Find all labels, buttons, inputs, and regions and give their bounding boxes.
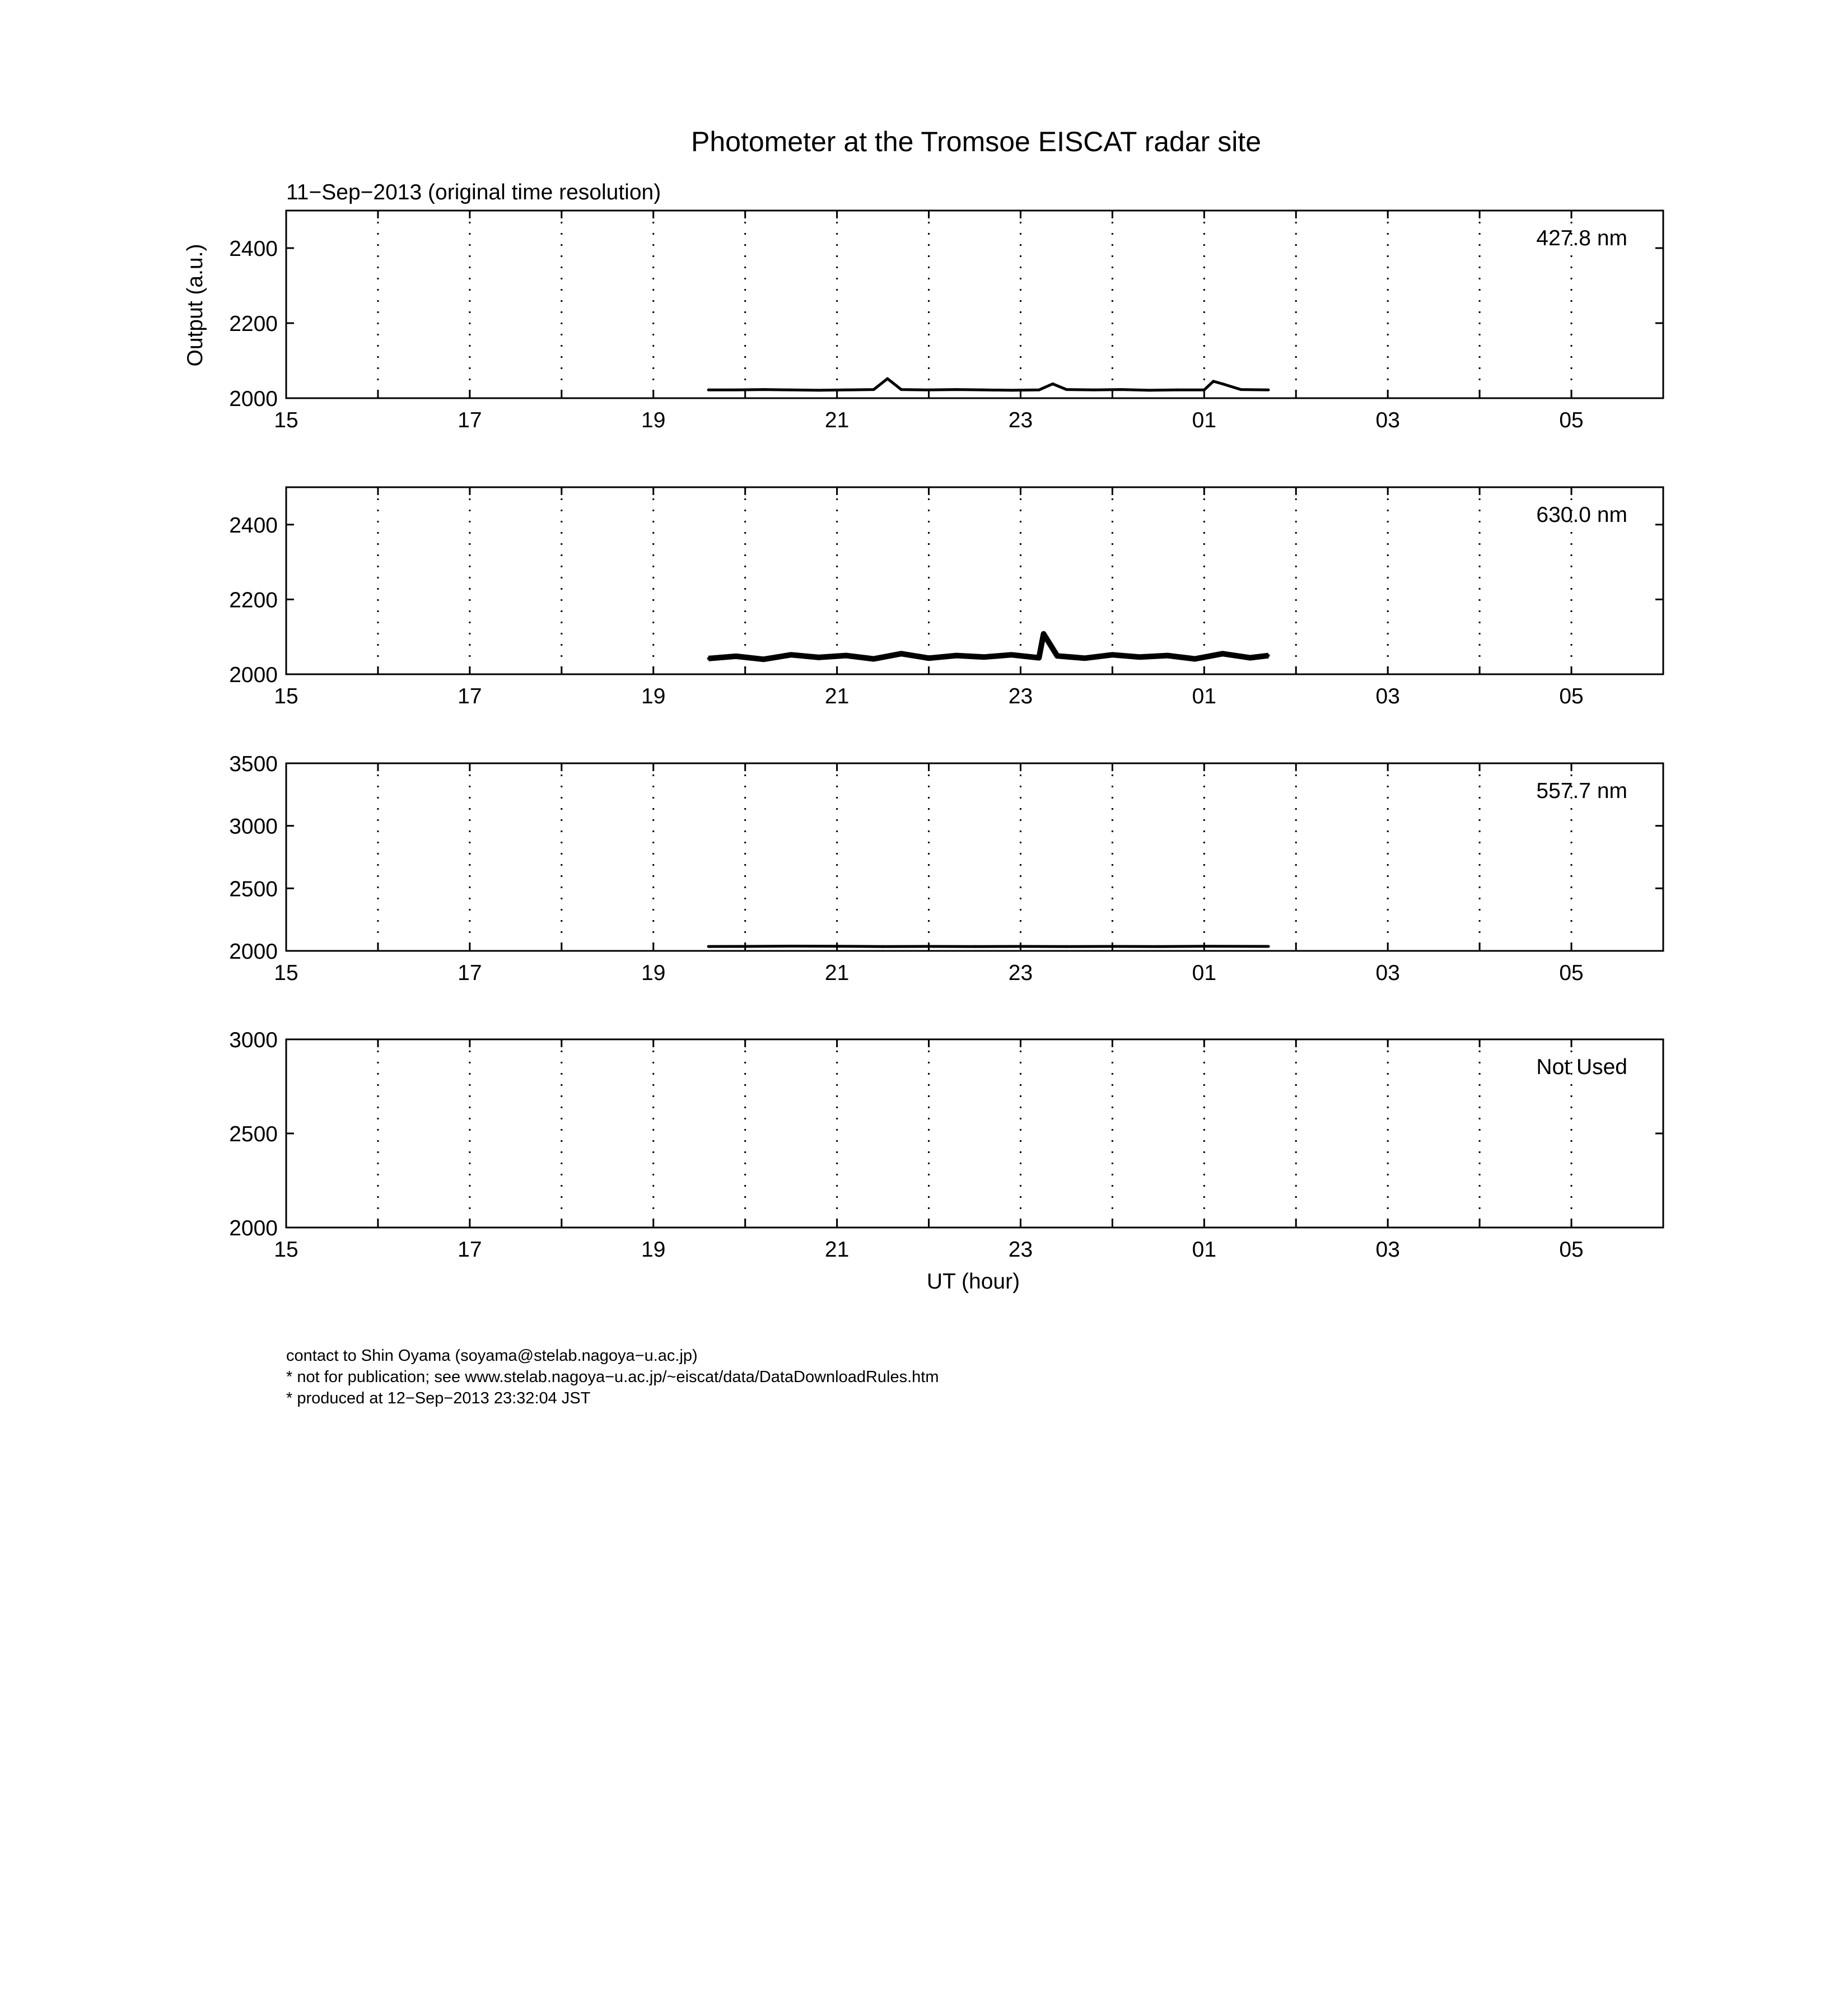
data-point xyxy=(844,654,847,657)
data-point xyxy=(790,389,792,391)
data-point xyxy=(735,655,738,657)
x-tick-label: 19 xyxy=(641,684,666,708)
x-tick-label: 17 xyxy=(458,961,482,985)
data-point xyxy=(900,388,903,391)
data-point xyxy=(1267,945,1270,948)
y-tick-label: 3500 xyxy=(229,752,278,776)
data-point xyxy=(973,945,976,948)
data-point xyxy=(872,657,875,660)
x-tick-label: 17 xyxy=(458,1238,482,1262)
panels xyxy=(229,211,1663,1262)
y-tick-label: 2000 xyxy=(229,387,278,411)
axes-box xyxy=(286,763,1663,951)
x-tick-label: 05 xyxy=(1559,408,1584,432)
data-point xyxy=(1084,657,1086,660)
data-point xyxy=(982,389,985,391)
data-point xyxy=(1093,389,1095,391)
y-tick-label: 2000 xyxy=(229,1216,278,1240)
x-tick-label: 01 xyxy=(1192,961,1217,985)
panel-label: Not Used xyxy=(1536,1055,1627,1079)
data-series-line xyxy=(708,634,1268,659)
x-tick-label: 23 xyxy=(1008,1238,1033,1262)
y-tick-label: 2400 xyxy=(229,513,278,538)
x-tick-label: 17 xyxy=(458,408,482,432)
y-axis-label: Output (a.u.) xyxy=(183,244,207,367)
data-point xyxy=(1175,389,1178,391)
data-point xyxy=(1111,654,1114,656)
axes-box xyxy=(286,211,1663,398)
data-point xyxy=(1221,382,1224,385)
x-tick-label: 01 xyxy=(1192,684,1217,708)
data-point xyxy=(836,945,838,948)
data-point xyxy=(1193,657,1196,660)
panel-3 xyxy=(229,752,1663,985)
data-point xyxy=(1019,945,1022,948)
x-tick-label: 15 xyxy=(274,408,298,432)
data-point xyxy=(707,657,710,660)
panel-label: 427.8 nm xyxy=(1536,226,1627,250)
x-tick-label: 21 xyxy=(824,684,850,708)
data-point xyxy=(817,389,820,391)
y-tick-label: 2500 xyxy=(229,1122,278,1146)
data-point xyxy=(955,654,958,657)
data-point xyxy=(1065,388,1068,391)
x-tick-label: 19 xyxy=(641,408,666,432)
footer-produced: * produced at 12−Sep−2013 23:32:04 JST xyxy=(286,1389,591,1407)
x-tick-label: 17 xyxy=(458,684,482,708)
data-point xyxy=(707,389,710,391)
data-point xyxy=(1065,945,1068,948)
x-tick-label: 21 xyxy=(824,961,850,985)
figure-subtitle: 11−Sep−2013 (original time resolution) xyxy=(286,180,661,204)
x-tick-label: 15 xyxy=(274,1238,298,1262)
y-tick-label: 2500 xyxy=(229,877,278,902)
data-point xyxy=(1138,656,1141,659)
data-point xyxy=(1221,652,1224,655)
data-point xyxy=(927,657,930,660)
x-tick-label: 03 xyxy=(1375,1238,1400,1262)
footer-publication-note: * not for publication; see www.stelab.nagoya−u.ac.jp/~eiscat/data/DataDownloadRules.htm xyxy=(286,1368,939,1386)
axes-box xyxy=(286,487,1663,674)
data-point xyxy=(1051,382,1054,385)
panel-2 xyxy=(229,487,1663,708)
y-tick-label: 2200 xyxy=(229,588,278,613)
x-tick-label: 03 xyxy=(1375,408,1400,432)
data-point xyxy=(1203,389,1206,391)
y-tick-label: 2000 xyxy=(229,940,278,964)
data-point xyxy=(1056,655,1059,657)
y-tick-label: 3000 xyxy=(229,814,278,839)
data-point xyxy=(1267,654,1270,657)
x-tick-label: 15 xyxy=(274,684,298,708)
data-point xyxy=(1166,654,1169,657)
data-point xyxy=(790,654,792,656)
data-point xyxy=(762,388,765,391)
data-point xyxy=(817,656,820,659)
x-tick-label: 05 xyxy=(1559,1238,1584,1262)
data-point xyxy=(881,945,884,948)
data-point xyxy=(1111,945,1114,948)
data-point xyxy=(735,389,738,391)
data-point xyxy=(1042,632,1045,635)
data-point xyxy=(762,658,765,661)
x-tick-label: 01 xyxy=(1192,408,1217,432)
data-point xyxy=(1267,389,1270,391)
data-point xyxy=(1212,380,1215,382)
data-point xyxy=(1239,388,1242,391)
data-point xyxy=(790,945,792,948)
x-tick-label: 15 xyxy=(274,961,298,985)
data-point xyxy=(1010,389,1013,391)
x-tick-label: 23 xyxy=(1008,961,1033,985)
panel-label: 630.0 nm xyxy=(1536,503,1627,527)
panel-1 xyxy=(229,211,1663,432)
y-tick-label: 2400 xyxy=(229,237,278,261)
x-axis-label: UT (hour) xyxy=(926,1270,1020,1294)
x-tick-label: 01 xyxy=(1192,1238,1217,1262)
data-point xyxy=(844,389,847,391)
data-point xyxy=(1038,389,1040,391)
x-tick-label: 21 xyxy=(824,408,850,432)
data-point xyxy=(1010,654,1013,656)
data-point xyxy=(927,945,930,948)
data-point xyxy=(1203,945,1206,948)
data-point xyxy=(1038,656,1040,659)
data-series-line xyxy=(708,379,1268,390)
data-point xyxy=(707,945,710,948)
x-tick-label: 23 xyxy=(1008,684,1033,708)
x-tick-label: 19 xyxy=(641,961,666,985)
data-point xyxy=(1157,945,1160,948)
x-tick-label: 03 xyxy=(1375,961,1400,985)
y-tick-label: 2200 xyxy=(229,312,278,336)
x-tick-label: 23 xyxy=(1008,408,1033,432)
figure-title: Photometer at the Tromsoe EISCAT radar site xyxy=(690,126,1262,157)
x-tick-label: 05 xyxy=(1559,684,1584,708)
axes-box xyxy=(286,1039,1663,1228)
data-point xyxy=(955,388,958,391)
data-point xyxy=(1120,388,1123,391)
footer-contact: contact to Shin Oyama (soyama@stelab.nagoya−u.ac.jp) xyxy=(286,1347,698,1365)
x-tick-label: 03 xyxy=(1375,684,1400,708)
data-point xyxy=(982,656,985,659)
panel-4 xyxy=(229,1028,1663,1262)
data-point xyxy=(900,652,903,655)
x-tick-label: 05 xyxy=(1559,961,1584,985)
x-tick-label: 19 xyxy=(641,1238,666,1262)
data-point xyxy=(744,945,746,948)
y-tick-label: 3000 xyxy=(229,1028,278,1052)
x-tick-label: 21 xyxy=(824,1238,850,1262)
data-point xyxy=(886,377,889,380)
panel-label: 557.7 nm xyxy=(1536,779,1627,803)
y-tick-label: 2000 xyxy=(229,663,278,687)
data-point xyxy=(1249,656,1252,659)
data-point xyxy=(927,389,930,391)
data-point xyxy=(1147,389,1150,391)
data-point xyxy=(872,388,875,391)
